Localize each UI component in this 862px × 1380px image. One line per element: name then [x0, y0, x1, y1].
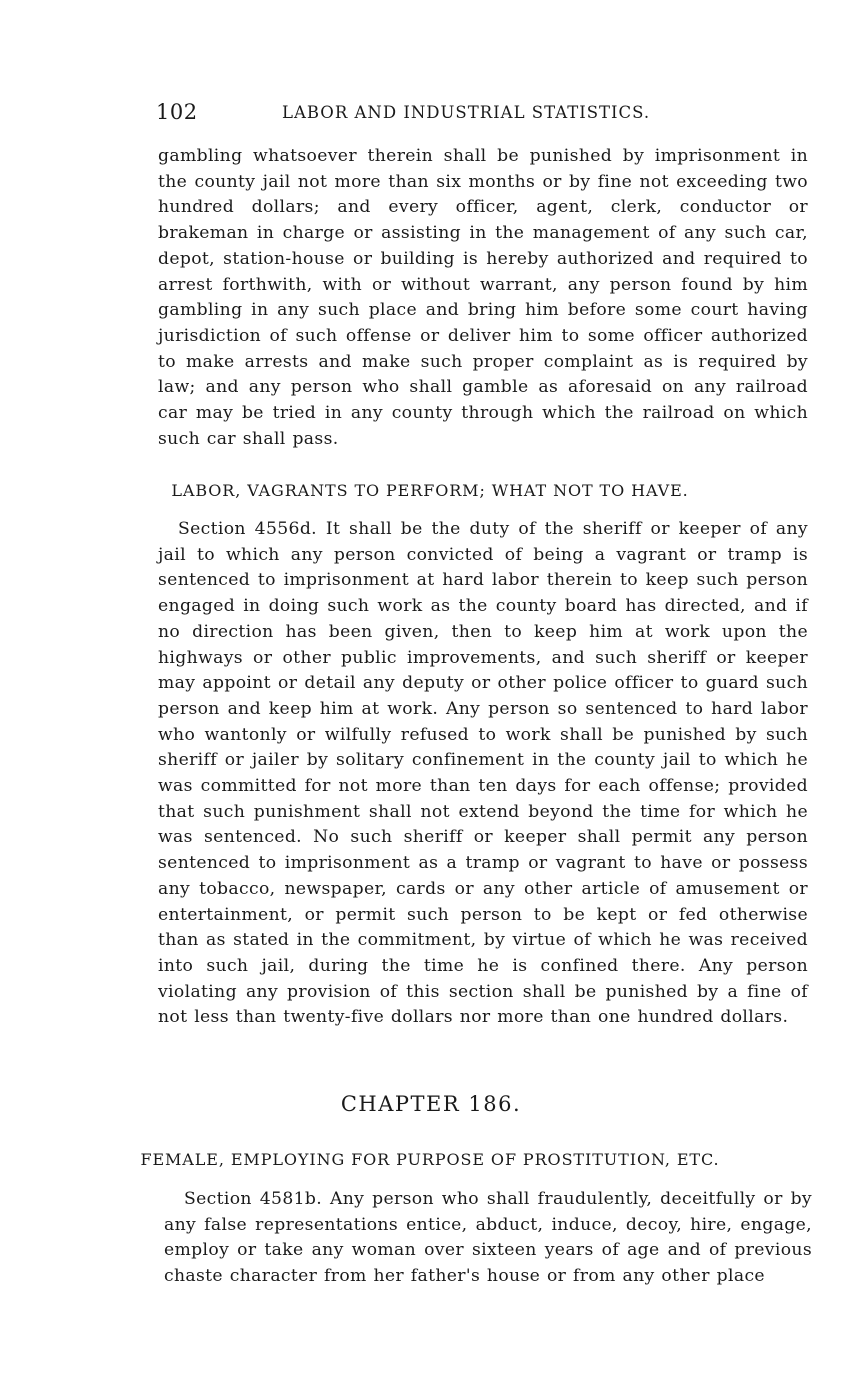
running-header [156, 100, 806, 130]
continued-paragraph [158, 144, 808, 452]
section-label-4556d: Section 4556d. [178, 519, 317, 539]
section-heading-female: FEMALE, EMPLOYING FOR PURPOSE OF PROSTITUTION, ETC. [140, 1150, 720, 1169]
section-4556d-text: It shall be the duty of the sheriff or keeper of any jail to which any person convicted of being a vagrant or tramp is sentenced to imprisonment at hard labor therein to keep such person engaged in doing such work as the county board has directed, and if no direction has been given, then to keep him at work upon the highways or other public improvements, and such sheriff or keeper may appoint or detail any deputy or other police officer to guard such person and keep him at work. Any person so sentenced to hard labor who wantonly or wilfully refused to work shall be punished by such sheriff or jailer by solitary confinement in the county jail to which he was committed for not more than ten days for each offense; provided that such punishment shall not extend beyond the time for which he was sentenced. No such sheriff or keeper shall permit any person sentenced to imprisonment as a tramp or vagrant to have or possess any tobacco, newspaper, cards or any other article of amusement or entertainment, or permit such person to be kept or fed otherwise than as stated in the commitment, by virtue of which he was received into such jail, during the time he is confined there. Any person violating any provision of this section shall be punished by a fine of not less than twenty-five dollars nor more than one hundred dollars. [158, 519, 808, 1028]
section-label-4581b: Section 4581b. [184, 1189, 323, 1209]
section-4581b [164, 1187, 812, 1290]
page-number: 102 [156, 100, 198, 124]
header-title: LABOR AND INDUSTRIAL STATISTICS. [282, 103, 651, 122]
section-4556d [158, 517, 808, 1031]
section-heading-vagrants: LABOR, VAGRANTS TO PERFORM; WHAT NOT TO HAVE. [171, 481, 689, 500]
chapter-title: CHAPTER 186. [340, 1092, 522, 1116]
paragraph-female [164, 1187, 812, 1290]
section-4581b-text: Any person who shall fraudulently, deceitfully or by any false representations entice, abduct, induce, decoy, hire, engage, employ or take any woman over sixteen years of age and of previous chaste character from her father's house or from any other place [164, 1189, 812, 1287]
paragraph-gambling: gambling whatsoever therein shall be punished by imprisonment in the county jail not more than six months or by fine not exceeding two hundred dollars; and every officer, agent, clerk, conductor or brakeman in charge or assisting in the management of any such car, depot, station-house or building is hereby authorized and required to arrest forthwith, with or without warrant, any person found by him gambling in any such place and bring him before some court having jurisdiction of such offense or deliver him to some officer authorized to make arrests and make such proper complaint as is required by law; and any person who shall gamble as aforesaid on any railroad car may be tried in any county through which the railroad on which such car shall pass. [158, 146, 808, 449]
paragraph-vagrants [158, 517, 808, 1031]
